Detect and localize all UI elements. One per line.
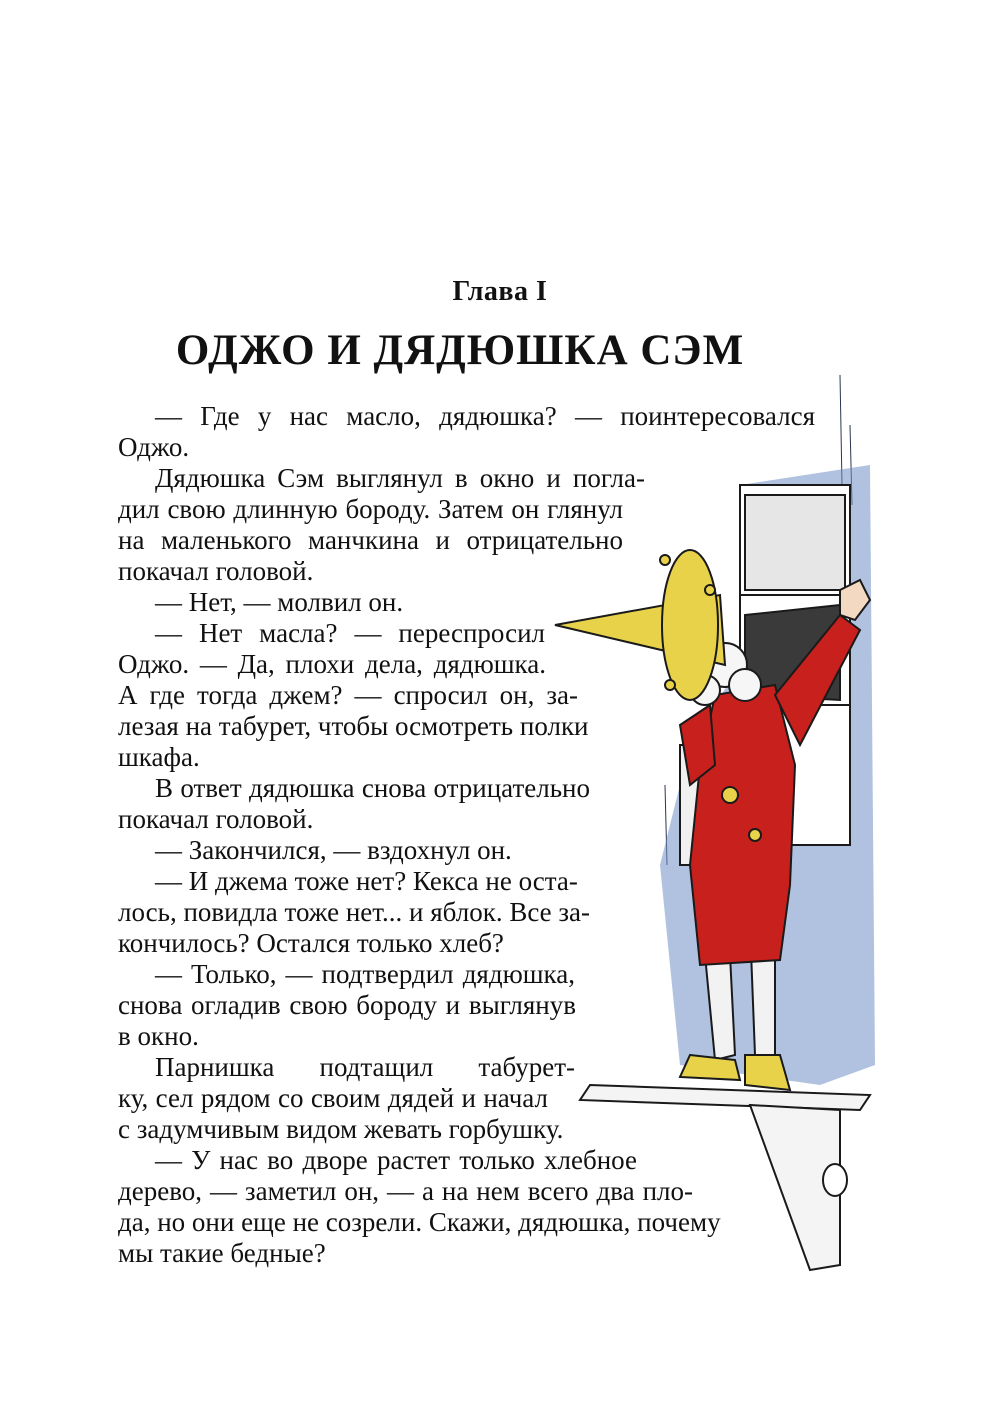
text-line: дил свою длинную бороду. Затем он глянул xyxy=(118,494,623,524)
text-line: — У нас во дворе растет только хлебное xyxy=(155,1145,637,1175)
text-line: лось, повидла тоже нет... и яблок. Все за- xyxy=(118,897,591,927)
text-line: — Нет масла? — переспросил xyxy=(155,618,545,648)
text-line: — Где у нас масло, дядюшка? — поинтересовался xyxy=(155,401,815,431)
text-line: Дядюшка Сэм выглянул в окно и погла- xyxy=(155,463,645,493)
text-line: — Нет, — молвил он. xyxy=(155,587,404,617)
text-line: снова огладив свою бороду и выглянув xyxy=(118,990,576,1020)
text-line: покачал головой. xyxy=(118,804,314,834)
text-line: А где тогда джем? — спросил он, за- xyxy=(118,680,578,710)
text-line: мы такие бедные? xyxy=(118,1238,326,1268)
text-line: кончилось? Остался только хлеб? xyxy=(118,928,504,958)
text-line: — И джема тоже нет? Кекса не оста- xyxy=(155,866,578,896)
text-line: лезая на табурет, чтобы осмотреть полки xyxy=(118,711,589,741)
text-line: шкафа. xyxy=(118,742,200,772)
chapter-label: Глава I xyxy=(452,276,548,307)
chapter-title: ОДЖО И ДЯДЮШКА СЭМ xyxy=(175,327,745,374)
text-line: покачал головой. xyxy=(118,556,314,586)
text-line: с задумчивым видом жевать горбушку. xyxy=(118,1114,564,1144)
text-line: Парнишка подтащил табурет- xyxy=(155,1052,575,1082)
text-line: на маленького манчкина и отрицательно xyxy=(118,525,623,555)
text-line: да, но они еще не созрели. Скажи, дядюшка, почему xyxy=(118,1207,721,1237)
text-line: дерево, — заметил он, — а на нем всего два пло- xyxy=(118,1176,693,1206)
cone-hat xyxy=(555,550,725,700)
text-line: В ответ дядюшка снова отрицательно xyxy=(155,773,590,803)
text-line: — Только, — подтвердил дядюшка, xyxy=(155,959,575,989)
text-line: в окно. xyxy=(118,1021,199,1051)
text-line: Оджо. — Да, плохи дела, дядюшка. xyxy=(118,649,546,679)
text-line: ку, сел рядом со своим дядей и начал xyxy=(118,1083,548,1113)
text-line: — Закончился, — вздохнул он. xyxy=(155,835,512,865)
text-line: Оджо. xyxy=(118,432,190,462)
